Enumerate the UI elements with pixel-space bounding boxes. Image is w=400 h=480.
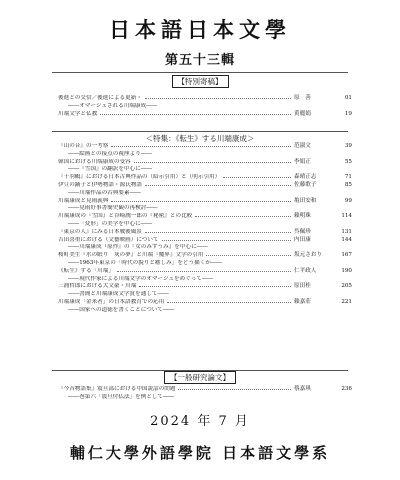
toc-entry xyxy=(58,182,352,190)
toc-entry xyxy=(58,268,352,276)
toc-entry xyxy=(58,174,352,182)
toc-subtitle-text: ――書簡と川端康成文学賞を通して―― xyxy=(68,291,169,298)
toc-entry-author: 賴嘉莊 xyxy=(294,298,311,305)
toc-entry xyxy=(58,198,352,206)
dot-leader xyxy=(145,185,291,186)
publication-date: 2024 年 7 月 xyxy=(150,414,250,429)
toc-entry-title: 『千羽鶴』における日本古典作品の（暗示引用）と（明示引用） xyxy=(58,174,221,181)
toc-subtitle xyxy=(58,103,352,111)
toc-entry-page: 19 xyxy=(344,110,352,117)
toc-entry-author: 呉佩珍 xyxy=(294,228,311,235)
toc-entry-author: 蔡嘉琪 xyxy=(294,386,311,392)
toc-entry-title: 《転生》する「川端」 xyxy=(58,267,114,274)
toc-subtitle-text: ――「変形」の美学を中心に―― xyxy=(68,220,152,227)
special-heading-label: 【特別寄稿】 xyxy=(172,75,229,88)
toc-entry-title: 三浦哲郎における大文豪・川端 xyxy=(58,283,137,290)
toc-entry-title: 川端康成と見雨義典 xyxy=(58,197,109,204)
toc-entry-page: 01 xyxy=(344,95,352,101)
special-section-heading xyxy=(0,76,400,87)
dot-leader xyxy=(100,114,291,115)
divider xyxy=(52,72,348,73)
toc-subtitle-text: ――巻第六「震旦付仏法」を例として―― xyxy=(68,393,175,400)
feature-list xyxy=(58,143,352,315)
toc-entry-page: 221 xyxy=(341,298,352,305)
toc-entry-title: 川端文学と仏教 xyxy=(58,110,98,117)
dot-leader xyxy=(206,255,291,256)
toc-entry-author: 仁平政人 xyxy=(294,267,317,274)
toc-entry-author: 内田康 xyxy=(294,236,311,243)
research-heading-label: 【一般研究論文】 xyxy=(164,371,236,384)
toc-entry xyxy=(58,252,352,260)
dot-leader xyxy=(145,232,291,233)
feature-heading-label: ＜特集：《転生》する川端康成＞ xyxy=(145,134,255,143)
toc-subtitle-text: ――1963年東京の「時代の貌りと癒しみ」をどう描くか―― xyxy=(68,259,223,266)
toc-entry-author: 黄麗娟 xyxy=(294,110,311,117)
toc-entry xyxy=(58,143,352,151)
toc-entry xyxy=(58,213,352,221)
toc-entry-page: 131 xyxy=(341,228,352,235)
issue-number: 第五十三輯 xyxy=(164,53,235,68)
toc-entry-title: 『今昔物語集』震旦部における中国説話の問題 xyxy=(58,386,176,392)
toc-entry-page: 99 xyxy=(344,197,352,204)
toc-entry-author: 原 善 xyxy=(294,95,311,101)
toc-entry xyxy=(58,299,352,307)
dot-leader xyxy=(178,389,291,390)
research-section-heading xyxy=(0,372,400,383)
toc-entry-page: 167 xyxy=(341,252,352,259)
toc-entry-page: 144 xyxy=(341,236,352,243)
toc-entry-title: 川端康成「金米者」の日本語教育での応用 xyxy=(58,298,165,305)
toc-entry-page: 190 xyxy=(341,267,352,274)
toc-subtitle-text: ――現代作家による川端文学のオマージュをめぐって―― xyxy=(68,275,214,282)
toc-entry-title: 川端康成の『雪国』と谷崎潤一郎の『秘密』との比較 xyxy=(58,213,193,220)
toc-subtitle xyxy=(58,244,352,252)
dot-leader xyxy=(145,98,291,99)
toc-entry-title: 『東京の人』にみる日本戦後風景 xyxy=(58,228,142,235)
toc-entry xyxy=(58,283,352,291)
toc-entry-title: 後進との交信／後進による更新・ xyxy=(58,95,142,101)
dot-leader xyxy=(111,146,291,147)
dot-leader xyxy=(134,162,291,163)
dot-leader xyxy=(195,216,291,217)
toc-subtitle-text: ――『雪国』の翻訳を中心に―― xyxy=(68,166,152,173)
dot-leader xyxy=(223,177,291,178)
toc-entry-author: 森晴正志 xyxy=(294,174,317,181)
toc-subtitle xyxy=(58,205,352,213)
toc-entry xyxy=(58,386,352,394)
toc-entry-title: 伊豆の踊子と伊勢物語・源氏物語 xyxy=(58,181,142,188)
toc-subtitle-text: ――国家への道徳を書くことについて―― xyxy=(68,306,175,313)
toc-entry-title: 『山の音』の一考察 xyxy=(58,143,109,149)
toc-entry xyxy=(58,111,352,119)
toc-entry xyxy=(58,229,352,237)
toc-subtitle-text: ――オマージュされる川端康成―― xyxy=(68,102,158,109)
toc-subtitle-text: ――川端康成『原作』の『女のみずうみ』を中心に―― xyxy=(68,244,208,251)
dot-leader xyxy=(111,201,291,202)
publisher: 輔仁大學外語學院 日本語文學系 xyxy=(69,444,331,462)
research-list xyxy=(58,386,352,402)
toc-entry-page: 39 xyxy=(344,143,352,149)
toc-entry-page: 236 xyxy=(341,386,352,392)
toc-entry-author: 賴明珠 xyxy=(294,213,311,220)
toc-subtitle-text: ――見雨好事書簡史観の再検討―― xyxy=(68,205,158,212)
toc-entry xyxy=(58,159,352,167)
toc-entry-page: 85 xyxy=(344,181,352,188)
toc-entry-page: 71 xyxy=(344,174,352,181)
dot-leader xyxy=(162,240,291,241)
dot-leader xyxy=(167,302,291,303)
toc-entry xyxy=(58,95,352,103)
toc-entry-title: 桜町美生『水の眠り 灰の夢』と川端『魔界』文学の引用 xyxy=(58,252,204,259)
toc-subtitle xyxy=(58,291,352,299)
toc-entry-author: 原田桂 xyxy=(294,283,311,290)
divider xyxy=(52,131,348,132)
toc-entry-page: 114 xyxy=(341,213,352,220)
toc-entry-title: 韓国における川端康成の受容 xyxy=(58,158,131,165)
toc-entry-author: 坂元さおり xyxy=(294,252,322,259)
toc-entry-author: 亀田安和 xyxy=(294,197,317,204)
journal-title: 日本語日本文學 xyxy=(109,17,291,42)
toc-subtitle-text: ――絵画との接点の視座より―― xyxy=(68,150,152,157)
toc-subtitle xyxy=(58,151,352,159)
dot-leader xyxy=(139,286,291,287)
toc-subtitle xyxy=(58,190,352,198)
toc-entry-title: 吉田喜重における（文藝映画）について xyxy=(58,236,159,243)
toc-entry-page: 205 xyxy=(341,283,352,290)
toc-entry xyxy=(58,237,352,245)
toc-subtitle xyxy=(58,260,352,268)
toc-entry-author: 李娟正 xyxy=(294,158,311,165)
toc-entry-author: 佐藤歌子 xyxy=(294,181,317,188)
toc-subtitle-text: ――川端作品の古典要素―― xyxy=(68,189,141,196)
toc-subtitle xyxy=(58,394,352,402)
toc-subtitle xyxy=(58,307,352,315)
dot-leader xyxy=(117,271,291,272)
special-list xyxy=(58,95,352,118)
toc-subtitle xyxy=(58,221,352,229)
toc-entry-page: 55 xyxy=(344,158,352,165)
toc-entry-author: 范淑文 xyxy=(294,143,311,149)
